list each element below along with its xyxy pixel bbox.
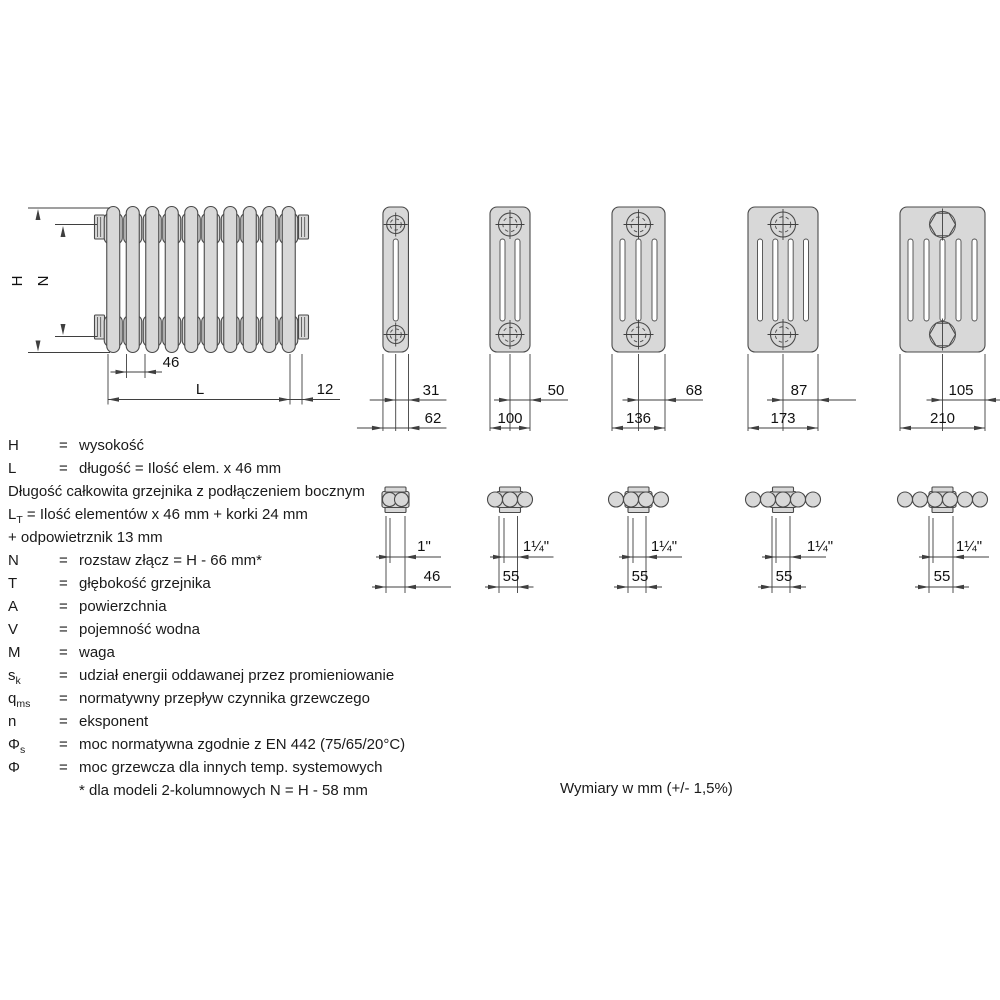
legend-text: pojemność wodna	[79, 621, 200, 638]
legend-symbol: M	[8, 644, 21, 661]
legend-symbol: A	[8, 598, 19, 615]
legend-row	[8, 779, 438, 802]
cross-section-3	[612, 207, 703, 431]
svg-text:1": 1"	[417, 538, 431, 555]
legend-symbol: $\Phi_s$	[8, 736, 26, 756]
top-view-5	[898, 487, 990, 593]
legend-row	[8, 526, 438, 549]
legend-symbol: T	[8, 575, 18, 592]
legend-text: * dla modeli 2-kolumnowych N = H - 58 mm	[79, 782, 368, 799]
legend-row	[8, 457, 438, 480]
legend-symbol: V	[8, 621, 19, 638]
legend-row	[8, 733, 438, 756]
legend-symbol: $s_k$	[8, 667, 21, 687]
top-view-2	[485, 487, 554, 593]
cross-section-2	[490, 207, 568, 431]
equals-sign: =	[59, 575, 68, 592]
svg-text:46: 46	[162, 354, 180, 371]
equals-sign: =	[59, 644, 68, 661]
svg-text:1¼": 1¼"	[955, 538, 983, 555]
equals-sign: =	[59, 598, 68, 615]
svg-text:55: 55	[631, 568, 649, 585]
svg-text:12: 12	[316, 381, 334, 398]
svg-text:68: 68	[685, 382, 703, 399]
legend-text: udział energii oddawanej przez promieniowanie	[79, 667, 395, 684]
svg-text:1¼": 1¼"	[650, 538, 678, 555]
svg-text:46: 46	[423, 568, 441, 585]
front-view	[9, 207, 340, 405]
equals-sign: =	[59, 690, 68, 707]
legend-row	[8, 641, 438, 664]
svg-text:55: 55	[775, 568, 793, 585]
svg-text:210: 210	[929, 410, 956, 427]
legend-symbol: Φ	[8, 759, 20, 776]
equals-sign: =	[59, 713, 68, 730]
equals-sign: =	[59, 736, 68, 753]
svg-text:55: 55	[502, 568, 520, 585]
svg-text:L: L	[195, 381, 205, 398]
legend-row	[8, 480, 438, 503]
legend-row	[8, 572, 438, 595]
svg-text:100: 100	[497, 410, 523, 427]
legend-text: normatywny przepływ czynnika grzewczego	[79, 690, 370, 707]
dimensions-note: Wymiary w mm (+/- 1,5%)	[560, 780, 733, 797]
equals-sign: =	[59, 460, 68, 477]
equals-sign: =	[59, 759, 68, 776]
svg-text:62: 62	[424, 410, 442, 427]
top-view-4	[746, 487, 834, 593]
cross-section-4	[748, 207, 856, 431]
legend-symbol: H	[8, 437, 19, 454]
legend-text: głębokość grzejnika	[79, 575, 211, 592]
cross-section-5	[900, 207, 1000, 431]
svg-text:87: 87	[790, 382, 808, 399]
legend-symbol: $L_T$	[8, 506, 23, 526]
svg-text:H: H	[9, 275, 26, 287]
svg-text:N: N	[35, 275, 52, 287]
equals-sign: =	[59, 621, 68, 638]
equals-sign: =	[59, 552, 68, 569]
legend-text: eksponent	[79, 713, 149, 730]
legend-text: długość = Ilość elem. x 46 mm	[79, 460, 282, 477]
legend-row	[8, 710, 438, 733]
cross-section-1	[357, 207, 447, 431]
legend-text: moc normatywna zgodnie z EN 442 (75/65/20°C)	[79, 736, 406, 753]
legend-text: moc grzewcza dla innych temp. systemowych	[79, 759, 383, 776]
legend-text: = Ilość elementów x 46 mm + korki 24 mm	[22, 506, 308, 523]
legend-row	[8, 549, 438, 572]
legend-symbol: L	[8, 460, 17, 477]
legend-symbol: $q_{ms}$	[8, 690, 31, 710]
svg-text:173: 173	[770, 410, 796, 427]
svg-text:105: 105	[948, 382, 974, 399]
equals-sign: =	[59, 437, 68, 454]
svg-text:136: 136	[625, 410, 652, 427]
legend-text: wysokość	[79, 437, 145, 454]
legend-row	[8, 687, 438, 710]
legend-text: waga	[79, 644, 115, 661]
legend-row	[8, 664, 438, 687]
legend-row	[8, 434, 438, 457]
legend-row	[8, 618, 438, 641]
svg-text:55: 55	[933, 568, 951, 585]
legend-text: Długość całkowita grzejnika z podłączeniem bocznym	[8, 483, 365, 500]
svg-text:31: 31	[422, 382, 440, 399]
legend	[8, 434, 438, 802]
svg-text:1¼": 1¼"	[522, 538, 550, 555]
top-view-3	[609, 487, 683, 593]
legend-text: powierzchnia	[79, 598, 167, 615]
legend-symbol: N	[8, 552, 19, 569]
svg-text:50: 50	[547, 382, 565, 399]
legend-row	[8, 756, 438, 779]
svg-text:1¼": 1¼"	[806, 538, 834, 555]
legend-row	[8, 503, 438, 526]
legend-text: rozstaw złącz = H - 66 mm*	[79, 552, 262, 569]
legend-row	[8, 595, 438, 618]
equals-sign: =	[59, 667, 68, 684]
legend-text: + odpowietrznik 13 mm	[8, 529, 163, 546]
legend-symbol: n	[8, 713, 17, 730]
